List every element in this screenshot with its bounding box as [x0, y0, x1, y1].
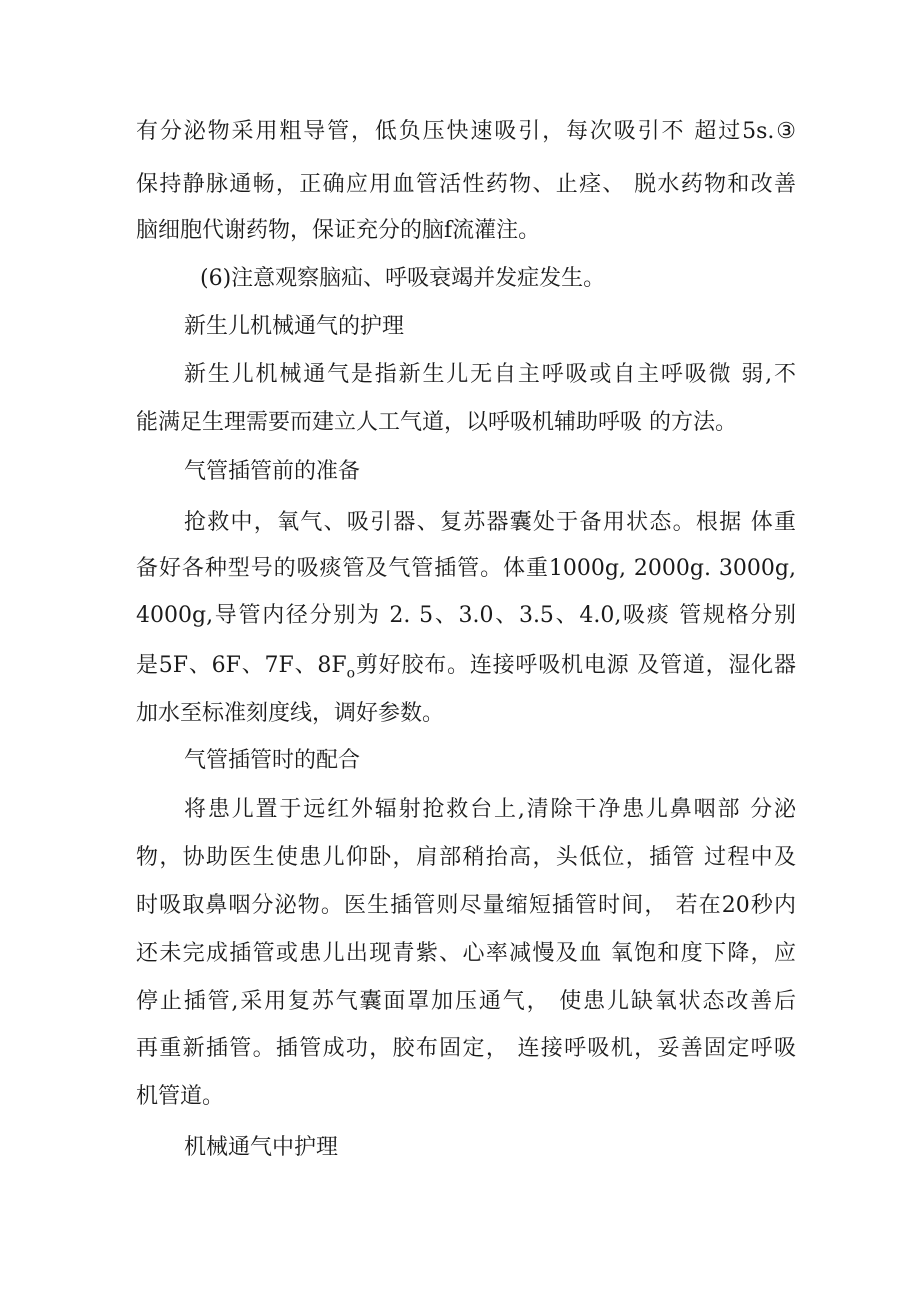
paragraph-line: 加水至标准刻度线，调好参数。 [136, 701, 445, 726]
paragraph-line: 机管道。 [136, 1084, 225, 1109]
paragraph-line: 抢救中，氧气、吸引器、复苏器囊处于备用状态。根据 体重 [184, 510, 796, 535]
paragraph-line: 备好各种型号的吸痰管及气管插管。体重1000g, 2000g. 3000g, [136, 556, 796, 581]
subscript-text: o [346, 665, 356, 682]
paragraph-line: 停止插管,采用复苏气囊面罩加压通气， 使患儿缺氧状态改善后 [136, 989, 796, 1014]
paragraph-line: 时吸取鼻咽分泌物。医生插管则尽量缩短插管时间， 若在20秒内 [136, 893, 796, 918]
paragraph-line: 新生儿机械通气是指新生儿无自主呼吸或自主呼吸微 弱,不 [184, 362, 796, 387]
text-segment: 剪好胶布。连接呼吸机电源 及管道，湿化器 [355, 653, 796, 678]
section-heading: 气管插管前的准备 [184, 459, 361, 484]
paragraph-line: 将患儿置于远红外辐射抢救台上,清除干净患儿鼻咽部 分泌 [184, 797, 796, 822]
paragraph-line [136, 651, 796, 688]
section-heading: 新生儿机械通气的护理 [184, 314, 405, 339]
paragraph-line: 保持静脉通畅，正确应用血管活性药物、止痉、 脱水药物和改善 [136, 172, 796, 197]
paragraph-line: 还未完成插管或患儿出现青紫、心率减慢及血 氧饱和度下降，应 [136, 941, 796, 966]
paragraph-line: 能满足生理需要而建立人工气道，以呼吸机辅助呼吸 的方法。 [136, 410, 737, 435]
paragraph-line: 再重新插管。插管成功，胶布固定， 连接呼吸机，妥善固定呼吸 [136, 1036, 796, 1061]
paragraph-line: 脑细胞代谢药物，保证充分的脑f流灌注。 [136, 218, 541, 243]
paragraph-line: (6)注意观察脑疝、呼吸衰竭并发症发生。 [200, 266, 606, 291]
section-heading: 气管插管时的配合 [184, 748, 361, 773]
section-heading: 机械通气中护理 [184, 1135, 339, 1160]
paragraph-line: 有分泌物采用粗导管，低负压快速吸引，每次吸引不 超过5s.③ [136, 119, 796, 144]
paragraph-line: 物，协助医生使患儿仰卧，肩部稍抬高，头低位，插管 过程中及 [136, 845, 796, 870]
text-segment: 是5F、6F、7F、8F [136, 653, 347, 678]
paragraph-line: 4000g,导管内径分别为 2. 5、3.0、3.5、4.0,吸痰 管规格分别 [136, 603, 796, 628]
